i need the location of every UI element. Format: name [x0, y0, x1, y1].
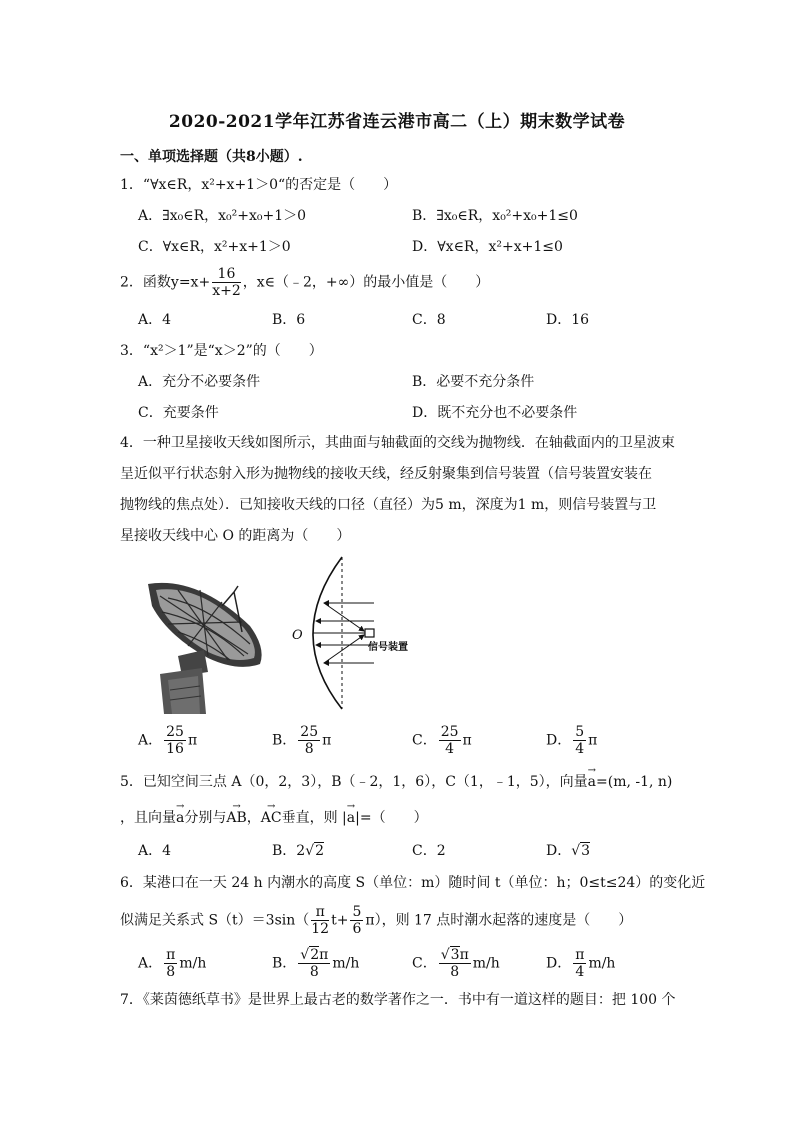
question-6-text: t+	[331, 912, 349, 929]
question-6-option-c[interactable]	[412, 947, 500, 980]
question-5-option-a[interactable]: A．4	[138, 843, 172, 859]
question-6-text: 似满足关系式 S（t）＝3sin（	[120, 912, 310, 929]
option-fraction	[298, 947, 330, 980]
question-5-text: |=（ ）	[355, 810, 428, 826]
fraction-5-over-6	[350, 904, 363, 937]
coefficient: 2	[296, 843, 306, 859]
fraction-pi-over-12	[311, 904, 329, 937]
question-4-option-c[interactable]	[412, 724, 472, 757]
denominator: 8	[450, 964, 460, 980]
vector-ab: → AB	[226, 808, 246, 828]
option-letter: A．	[138, 955, 163, 972]
sqrt-icon: √	[440, 947, 450, 963]
numerator: π	[166, 947, 176, 963]
question-5-option-d[interactable]	[546, 841, 590, 861]
numerator: 5	[575, 724, 585, 740]
question-3-stem: 3．“x²＞1”是“x＞2”的（ ）	[120, 343, 323, 359]
question-6-text: π），则 17 点时潮水起落的速度是（ ）	[365, 912, 633, 929]
denominator: 4	[575, 964, 585, 980]
numerator: π	[311, 904, 329, 921]
question-3-option-c[interactable]: C．充要条件	[138, 405, 219, 421]
sqrt-icon: √	[300, 947, 310, 963]
question-3-option-a[interactable]: A．充分不必要条件	[138, 374, 261, 390]
question-5-text: 分别与	[184, 810, 227, 826]
diagram-receiver-label: 信号装置	[368, 642, 408, 653]
denominator: 12	[311, 921, 330, 937]
unit: m/h	[588, 955, 616, 972]
question-4-option-d[interactable]	[546, 724, 597, 757]
vector-a: → a	[347, 808, 355, 828]
question-1-option-a[interactable]: A．∃x₀∈R，x₀²+x₀+1＞0	[138, 208, 307, 224]
radicand: 2	[310, 947, 320, 963]
question-2-stem-prefix: 2．函数y=x+	[120, 274, 211, 291]
pi-symbol: π	[187, 732, 198, 749]
question-4-option-a[interactable]	[138, 724, 197, 757]
unit: m/h	[179, 955, 207, 972]
question-5-text: 垂直，则 |	[281, 810, 347, 826]
question-6-option-b[interactable]	[272, 947, 359, 980]
option-letter: B．	[272, 955, 297, 972]
numerator: 5	[352, 904, 362, 920]
pi-symbol: π	[462, 732, 472, 749]
question-3-option-b[interactable]: B．必要不充分条件	[412, 374, 535, 390]
question-1-option-d[interactable]: D．∀x∈R，x²+x+1≤0	[412, 239, 563, 255]
question-5-line-1	[120, 772, 672, 792]
vector-a: → a	[588, 772, 596, 792]
question-4-line-3: 抛物线的焦点处）．已知接收天线的口径（直径）为5 m，深度为1 m，则信号装置与卫	[120, 497, 657, 513]
denominator: 8	[166, 964, 176, 980]
question-2-option-c[interactable]: C．8	[412, 312, 446, 328]
numerator: π	[575, 947, 585, 963]
pi-symbol: π	[459, 947, 469, 963]
question-5-text: 5．已知空间三点 A（0，2，3），B（﹣2，1，6），C（1，﹣1，5），向量	[120, 774, 588, 790]
option-fraction	[298, 724, 320, 757]
question-4-line-2: 呈近似平行状态射入形为抛物线的接收天线，经反射聚集到信号装置（信号装置安装在	[120, 466, 652, 482]
denominator: 6	[352, 921, 362, 937]
question-2-denominator: x+2	[212, 283, 241, 299]
section-heading: 一、单项选择题（共8小题）.	[120, 149, 303, 165]
vector-a-coords: =(m, -1, n)	[596, 774, 673, 790]
question-2-option-a[interactable]: A．4	[138, 312, 172, 328]
satellite-dish-photo	[138, 576, 270, 714]
sqrt-icon: √	[305, 843, 315, 859]
numerator	[298, 947, 330, 964]
question-2-option-b[interactable]: B．6	[272, 312, 306, 328]
denominator: 4	[575, 741, 585, 757]
question-2-option-d[interactable]: D．16	[546, 312, 590, 328]
denominator: 16	[166, 741, 184, 757]
denominator: 8	[309, 964, 319, 980]
question-6-option-a[interactable]	[138, 947, 206, 980]
unit: m/h	[332, 955, 360, 972]
question-2-fraction	[212, 266, 241, 299]
question-4-line-1: 4．一种卫星接收天线如图所示，其曲面与轴截面的交线为抛物线．在轴截面内的卫星波束	[120, 435, 675, 451]
vector-ac: → AC	[261, 808, 282, 828]
numerator: 25	[300, 724, 319, 740]
unit: m/h	[472, 955, 500, 972]
question-1-stem: 1．“∀x∈R，x²+x+1＞0“的否定是（ ）	[120, 177, 398, 193]
radicand: 2	[315, 843, 325, 859]
option-letter: C．	[412, 955, 437, 972]
question-4-line-4: 星接收天线中心 O 的距离为（ ）	[120, 528, 351, 544]
question-1-option-c[interactable]: C．∀x∈R，x²+x+1＞0	[138, 239, 291, 255]
option-letter: D．	[546, 955, 572, 972]
numerator: 25	[166, 724, 184, 740]
option-fraction	[164, 724, 186, 757]
option-fraction	[573, 947, 586, 980]
question-5-text: ，	[246, 810, 261, 826]
question-5-option-c[interactable]: C．2	[412, 843, 446, 859]
parabola-antenna-diagram	[290, 553, 420, 713]
denominator: 8	[304, 741, 314, 757]
page-title: 2020-2021学年江苏省连云港市高二（上）期末数学试卷	[168, 112, 626, 132]
pi-symbol: π	[322, 732, 332, 749]
pi-symbol: π	[588, 732, 598, 749]
option-letter: C．	[412, 732, 437, 749]
option-fraction	[439, 947, 471, 980]
option-letter: D．	[546, 843, 572, 859]
question-1-option-b[interactable]: B．∃x₀∈R，x₀²+x₀+1≤0	[412, 208, 578, 224]
option-letter: B．	[272, 843, 297, 859]
question-5-line-2	[120, 808, 428, 828]
option-letter: B．	[272, 732, 297, 749]
option-fraction	[439, 724, 461, 757]
diagram-origin-label: O	[292, 628, 303, 643]
question-6-line-1: 6．某港口在一天 24 h 内潮水的高度 S（单位：m）随时间 t（单位：h；0≤t≤24）的变化近	[120, 875, 706, 891]
numerator: 25	[440, 724, 459, 740]
question-7-line-1: 7．《莱茵德纸草书》是世界上最古老的数学著作之一．书中有一道这样的题目：把 100 个	[120, 992, 676, 1008]
numerator	[439, 947, 471, 964]
question-2-stem-suffix: ，x∈（﹣2，+∞）的最小值是（ ）	[242, 274, 490, 291]
radicand: 3	[450, 947, 460, 963]
question-5-option-b[interactable]	[272, 841, 324, 861]
option-letter: A．	[138, 732, 163, 749]
question-4-option-b[interactable]	[272, 724, 331, 757]
radicand: 3	[581, 843, 591, 859]
option-fraction	[573, 724, 586, 757]
question-6-line-2	[120, 904, 632, 937]
pi-symbol: π	[319, 947, 329, 963]
option-letter: D．	[546, 732, 572, 749]
question-5-text: ，且向量	[120, 810, 176, 826]
question-6-option-d[interactable]	[546, 947, 615, 980]
question-2-stem	[120, 266, 489, 299]
question-3-option-d[interactable]: D．既不充分也不必要条件	[412, 405, 578, 421]
question-2-numerator: 16	[212, 266, 241, 283]
sqrt-icon: √	[571, 843, 581, 859]
option-fraction	[164, 947, 177, 980]
denominator: 4	[445, 741, 455, 757]
vector-a: → a	[176, 808, 184, 828]
